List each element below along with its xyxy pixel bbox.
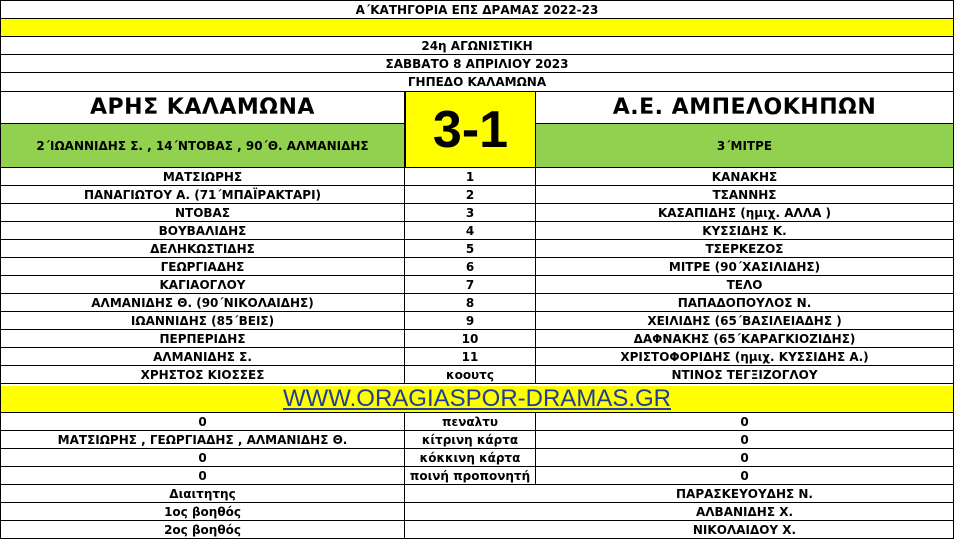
away-player: ΧΡΙΣΤΟΦΟΡΙΔΗΣ (ημιχ. ΚΥΣΣΙΔΗΣ Α.) bbox=[536, 348, 953, 366]
home-stat-value: 0 bbox=[1, 449, 405, 467]
official-spacer bbox=[405, 485, 536, 503]
home-scorers bbox=[1, 124, 405, 168]
website-banner bbox=[1, 386, 953, 413]
date-text: ΣΑΒΒΑΤΟ 8 ΑΠΡΙΛΙΟΥ 2023 bbox=[385, 56, 569, 71]
home-player: ΚΑΓΙΑΟΓΛΟΥ bbox=[1, 276, 405, 294]
away-player: ΤΕΛΟ bbox=[536, 276, 953, 294]
shirt-number: 6 bbox=[405, 258, 536, 276]
away-stat-value: 0 bbox=[536, 467, 953, 485]
competition-title-text: Α΄ΚΑΤΗΓΟΡΙΑ ΕΠΣ ΔΡΑΜΑΣ 2022-23 bbox=[355, 2, 599, 17]
home-player: ΠΑΝΑΓΙΩΤΟΥ Α. (71΄ΜΠΑΪΡΑΚΤΑΡΙ) bbox=[1, 186, 405, 204]
shirt-number: 4 bbox=[405, 222, 536, 240]
shirt-number: 3 bbox=[405, 204, 536, 222]
away-player: ΚΥΣΣΙΔΗΣ Κ. bbox=[536, 222, 953, 240]
shirt-number: 2 bbox=[405, 186, 536, 204]
home-player: ΜΑΤΣΙΩΡΗΣ bbox=[1, 168, 405, 186]
official-role: 1ος βοηθός bbox=[1, 503, 405, 521]
away-scorers bbox=[536, 124, 953, 168]
competition-title bbox=[1, 1, 953, 19]
away-player: ΧΕΙΛΙΔΗΣ (65΄ΒΑΣΙΛΕΙΑΔΗΣ ) bbox=[536, 312, 953, 330]
official-spacer bbox=[405, 503, 536, 521]
final-score: 3-1 bbox=[405, 92, 536, 168]
home-stat-value: 0 bbox=[1, 467, 405, 485]
round-text: 24η ΑΓΩΝΙΣΤΙΚΗ bbox=[421, 38, 533, 53]
away-player: ΤΣΑΝΝΗΣ bbox=[536, 186, 953, 204]
home-stat-value: ΜΑΤΣΙΩΡΗΣ , ΓΕΩΡΓΙΑΔΗΣ , ΑΛΜΑΝΙΔΗΣ Θ. bbox=[1, 431, 405, 449]
away-player: ΜΙΤΡΕ (90΄ΧΑΣΙΛΙΔΗΣ) bbox=[536, 258, 953, 276]
home-player: ΠΕΡΠΕΡΙΔΗΣ bbox=[1, 330, 405, 348]
away-stat-value: 0 bbox=[536, 413, 953, 431]
venue-text: ΓΗΠΕΔΟ ΚΑΛΑΜΩΝΑ bbox=[407, 75, 547, 89]
yellow-spacer bbox=[1, 19, 953, 37]
away-scorers-text: 3΄ΜΙΤΡΕ bbox=[716, 138, 773, 153]
home-player: ΑΛΜΑΝΙΔΗΣ Θ. (90΄ΝΙΚΟΛΑΙΔΗΣ) bbox=[1, 294, 405, 312]
shirt-number: 5 bbox=[405, 240, 536, 258]
official-role: 2ος βοηθός bbox=[1, 521, 405, 539]
home-player: ΔΕΛΗΚΩΣΤΙΔΗΣ bbox=[1, 240, 405, 258]
away-stat-value: 0 bbox=[536, 449, 953, 467]
away-stat-value: 0 bbox=[536, 431, 953, 449]
official-role: Διαιτητης bbox=[1, 485, 405, 503]
stat-label: πεναλτυ bbox=[405, 413, 536, 431]
shirt-number: 7 bbox=[405, 276, 536, 294]
match-date bbox=[1, 55, 953, 73]
away-player: ΚΑΣΑΠΙΔΗΣ (ημιχ. ΑΛΛΑ ) bbox=[536, 204, 953, 222]
home-player: ΙΩΑΝΝΙΔΗΣ (85΄ΒΕΙΣ) bbox=[1, 312, 405, 330]
shirt-number: 10 bbox=[405, 330, 536, 348]
shirt-number: 1 bbox=[405, 168, 536, 186]
home-team-text: ΑΡΗΣ ΚΑΛΑΜΩΝΑ bbox=[90, 95, 315, 120]
away-player: ΔΑΦΝΑΚΗΣ (65΄ΚΑΡΑΓΚΙΟΖΙΔΗΣ) bbox=[536, 330, 953, 348]
away-team-name bbox=[536, 92, 953, 124]
home-team-name bbox=[1, 92, 405, 124]
away-team-text: Α.Ε. ΑΜΠΕΛΟΚΗΠΩΝ bbox=[612, 95, 877, 120]
official-name: ΝΙΚΟΛΑΙΔΟΥ Χ. bbox=[536, 521, 953, 539]
official-name: ΠΑΡΑΣΚΕΥΟΥΔΗΣ Ν. bbox=[536, 485, 953, 503]
shirt-number: 8 bbox=[405, 294, 536, 312]
away-player: ΠΑΠΑΔΟΠΟΥΛΟΣ Ν. bbox=[536, 294, 953, 312]
venue bbox=[1, 73, 953, 92]
home-player: ΓΕΩΡΓΙΑΔΗΣ bbox=[1, 258, 405, 276]
shirt-number: 11 bbox=[405, 348, 536, 366]
away-player: ΝΤΙΝΟΣ ΤΕΓΞΙΖΟΓΛΟΥ bbox=[536, 366, 953, 384]
away-player: ΤΣΕΡΚΕΖΟΣ bbox=[536, 240, 953, 258]
stat-label: κίτρινη κάρτα bbox=[405, 431, 536, 449]
official-spacer bbox=[405, 521, 536, 539]
shirt-number: 9 bbox=[405, 312, 536, 330]
away-player: ΚΑΝΑΚΗΣ bbox=[536, 168, 953, 186]
home-player: ΧΡΗΣΤΟΣ ΚΙΟΣΣΕΣ bbox=[1, 366, 405, 384]
website-link[interactable]: WWW.ORAGIASPOR-DRAMAS.GR bbox=[282, 385, 671, 412]
home-scorers-text: 2΄ΙΩΑΝΝΙΔΗΣ Σ. , 14΄ΝΤΟΒΑΣ , 90΄Θ. ΑΛΜΑΝΙΔΗΣ bbox=[36, 138, 369, 153]
stat-label: ποινή προπονητή bbox=[405, 467, 536, 485]
official-name: ΑΛΒΑΝΙΔΗΣ Χ. bbox=[536, 503, 953, 521]
stat-label: κόκκινη κάρτα bbox=[405, 449, 536, 467]
home-player: ΒΟΥΒΑΛΙΔΗΣ bbox=[1, 222, 405, 240]
home-player: ΑΛΜΑΝΙΔΗΣ Σ. bbox=[1, 348, 405, 366]
home-stat-value: 0 bbox=[1, 413, 405, 431]
round-label bbox=[1, 37, 953, 55]
shirt-number: κοουτς bbox=[405, 366, 536, 384]
home-player: ΝΤΟΒΑΣ bbox=[1, 204, 405, 222]
